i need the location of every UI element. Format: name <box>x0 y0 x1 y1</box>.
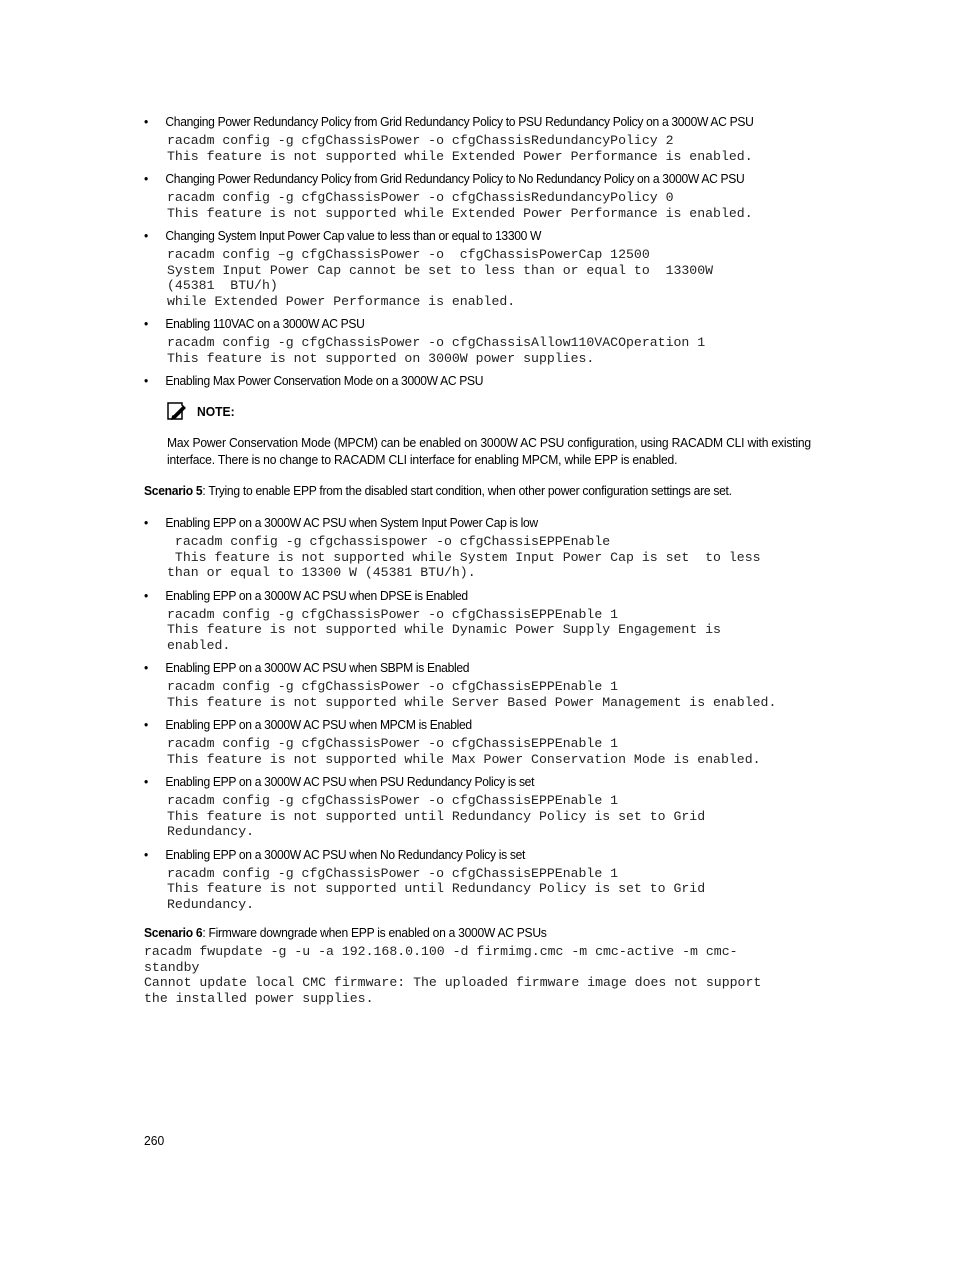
bullet-item <box>144 846 795 863</box>
note-label: NOTE: <box>197 403 235 419</box>
item-label: Enabling 110VAC on a 3000W AC PSU <box>165 316 365 331</box>
item-label: Enabling EPP on a 3000W AC PSU when SBPM is Enabled <box>165 660 470 675</box>
page-number: 260 <box>144 1133 165 1148</box>
item-label: Changing Power Redundancy Policy from Grid Redundancy Policy to PSU Redundancy Policy on a 3000W AC PSU <box>165 114 754 129</box>
bullet-item <box>144 227 795 244</box>
list-item <box>144 170 844 221</box>
page-content <box>144 113 844 1006</box>
code-block: racadm config -g cfgchassispower -o cfgChassisEPPEnable This feature is not supported while System Input Power Cap is set to less than or equal to 13300 W (45381 BTU/h). <box>167 534 761 580</box>
list-item <box>144 846 844 913</box>
pencil-note-icon <box>167 401 187 421</box>
note-text: Max Power Conservation Mode (MPCM) can be enabled on 3000W AC PSU configuration, using RACADM CLI with existing interface. There is no change to RACADM CLI interface for enabling MPCM, while EPP is enabled. <box>167 435 811 467</box>
bullet-dot: • <box>144 228 148 243</box>
scenario-6-heading <box>144 924 795 941</box>
bullet-item <box>144 113 795 130</box>
list-item <box>144 587 844 654</box>
list-item <box>144 227 844 309</box>
bullet-item <box>144 773 795 790</box>
code-block: racadm config -g cfgChassisPower -o cfgChassisEPPEnable 1 This feature is not supported while Dynamic Power Supply Engagement is enabled. <box>167 606 721 653</box>
code-block: racadm config -g cfgChassisPower -o cfgChassisRedundancyPolicy 2 This feature is not supported while Extended Power Performance is enabled. <box>167 133 753 164</box>
code-block: racadm fwupdate -g -u -a 192.168.0.100 -d firmimg.cmc -m cmc-active -m cmc- standby Cannot update local CMC firmware: The uploaded firmware image does not support the installed power supplies. <box>144 944 762 1006</box>
item-label: Enabling EPP on a 3000W AC PSU when MPCM is Enabled <box>165 717 472 732</box>
item-label: Enabling EPP on a 3000W AC PSU when PSU Redundancy Policy is set <box>165 774 535 789</box>
bullet-item <box>144 587 795 604</box>
code-block: racadm config -g cfgChassisPower -o cfgChassisAllow110VACOperation 1 This feature is not supported on 3000W power supplies. <box>167 335 706 366</box>
bullet-item <box>144 514 795 531</box>
bullet-dot: • <box>144 587 148 603</box>
item-label: Changing Power Redundancy Policy from Grid Redundancy Policy to No Redundancy Policy on a 3000W AC PSU <box>165 171 745 186</box>
list-item <box>144 659 844 710</box>
bullet-dot: • <box>144 846 148 862</box>
item-label: Enabling EPP on a 3000W AC PSU when No Redundancy Policy is set <box>165 846 526 862</box>
scenario-label: Scenario 5 <box>144 483 203 498</box>
item-label: Enabling EPP on a 3000W AC PSU when DPSE is Enabled <box>165 587 468 603</box>
item-label: Enabling EPP on a 3000W AC PSU when System Input Power Cap is low <box>165 515 538 530</box>
bullet-dot: • <box>144 373 148 388</box>
bullet-dot: • <box>144 316 148 331</box>
bullet-item <box>144 716 795 733</box>
note-header <box>167 399 844 423</box>
code-block: racadm config -g cfgChassisPower -o cfgChassisEPPEnable 1 This feature is not supported while Max Power Conservation Mode is enabled. <box>167 736 761 767</box>
bullet-dot: • <box>144 114 148 129</box>
code-block: racadm config -g cfgChassisPower -o cfgChassisEPPEnable 1 This feature is not supported until Redundancy Policy is set to Grid Redundancy. <box>167 865 706 912</box>
code-block: racadm config –g cfgChassisPower -o cfgChassisPowerCap 12500 System Input Power Cap cannot be set to less than or equal to 13300W (45381 BTU/h) while Extended Power Performance is enabled. <box>167 247 714 309</box>
bullet-item <box>144 372 795 389</box>
scenario-text: : Firmware downgrade when EPP is enabled on a 3000W AC PSUs <box>202 925 547 940</box>
list-item <box>144 716 844 767</box>
list-item <box>144 113 844 164</box>
bullet-item <box>144 315 795 332</box>
list-item <box>144 773 844 840</box>
code-block: racadm config -g cfgChassisPower -o cfgChassisRedundancyPolicy 0 This feature is not supported while Extended Power Performance is enabled. <box>167 190 753 221</box>
list-item <box>144 514 844 581</box>
code-block: racadm config -g cfgChassisPower -o cfgChassisEPPEnable 1 This feature is not supported until Redundancy Policy is set to Grid Redundancy. <box>167 793 706 839</box>
bullet-dot: • <box>144 660 148 675</box>
item-label: Enabling Max Power Conservation Mode on a 3000W AC PSU <box>165 373 484 388</box>
bullet-item <box>144 659 795 676</box>
list-item <box>144 372 844 468</box>
bullet-dot: • <box>144 717 148 732</box>
bullet-dot: • <box>144 171 148 186</box>
scenario-text: : Trying to enable EPP from the disabled start condition, when other power configuration settings are set. <box>202 483 732 498</box>
bullet-item <box>144 170 795 187</box>
list-item <box>144 315 844 366</box>
bullet-dot: • <box>144 515 148 530</box>
scenario-label: Scenario 6 <box>144 925 203 940</box>
item-label: Changing System Input Power Cap value to less than or equal to 13300 W <box>165 228 542 243</box>
bullet-dot: • <box>144 774 148 789</box>
scenario-5-heading <box>144 482 795 499</box>
code-block: racadm config -g cfgChassisPower -o cfgChassisEPPEnable 1 This feature is not supported while Server Based Power Management is enabled. <box>167 679 777 710</box>
